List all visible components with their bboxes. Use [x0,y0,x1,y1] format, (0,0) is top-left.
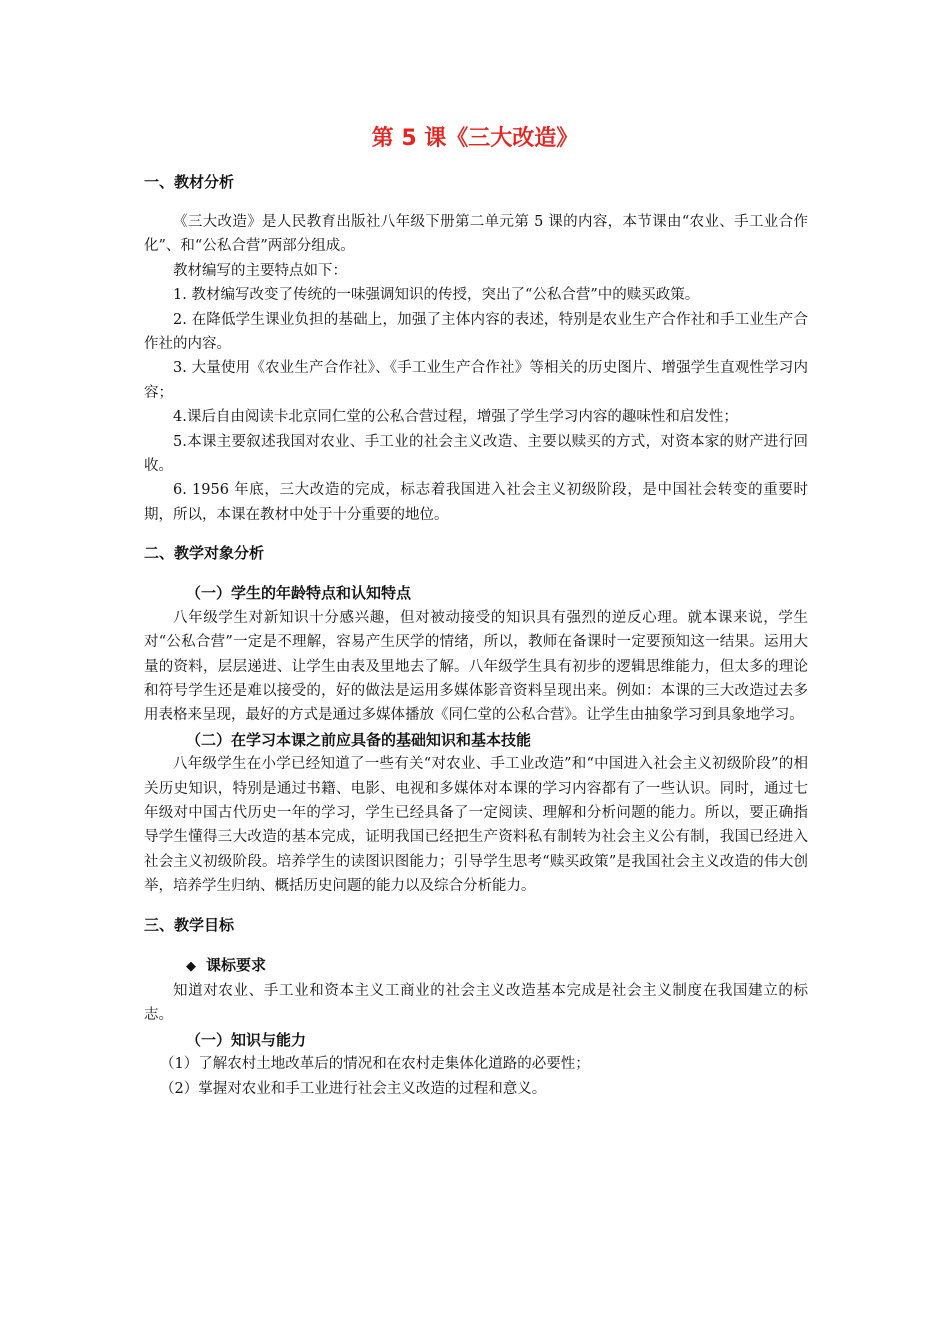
list-item: 3. 大量使用《农业生产合作社》、《手工业生产合作社》等相关的历史图片、增强学生直观性学习内容； [144,360,808,401]
paragraph: 八年级学生在小学已经知道了一些有关“对农业、手工业改造”和“中国进入社会主义初级阶段”的相关历史知识，特别是通过书籍、电影、电视和多媒体对本课的学习内容都有了一些认识。同时，通过七年级对中国古代历史一年的学习，学生已经具备了一定阅读、理解和分析问题的能力。所以，要正确指导学生懂得三大改造的基本完成，证明我国已经把生产资料私有制转为社会主义公有制，我国已经进入社会主义初级阶段。培养学生的读图识图能力；引导学生思考“赎买政策”是我国社会主义改造的伟大创举，培养学生归纳、概括历史问题的能力以及综合分析能力。 [144,756,808,895]
document-body [144,170,808,1101]
list-item: （2）掌握对农业和手工业进行社会主义改造的过程和意义。 [160,1080,547,1097]
bullet-label: 课标要求 [206,955,267,974]
paragraph: 八年级学生对新知识十分感兴趣，但对被动接受的知识具有强烈的逆反心理。就本课来说，学生对“公私合营”一定是不理解，容易产生厌学的情绪，所以，教师在备课时一定要预知这一结果。运用大量的资料，层层递进、让学生由表及里地去了解。八年级学生具有初步的逻辑思维能力，但太多的理论和符号学生还是难以接受的，好的做法是运用多媒体影音资料呈现出来。例如：本课的三大改造过去多用表格来呈现，最好的方式是通过多媒体播放《同仁堂的公私合营》。让学生由抽象学习到具象地学习。 [144,609,808,724]
subsection-heading: （一）学生的年龄特点和认知特点 [186,584,412,603]
document-title: 第 5 课《三大改造》 [371,126,579,151]
section-heading-3: 三、教学目标 [144,915,235,934]
paragraph: 《三大改造》是人民教育出版社八年级下册第二单元第 5 课的内容，本节课由“农业、手工业合作化”、和“公私合营”两部分组成。 [144,214,808,255]
subsection-heading: （二）在学习本课之前应具备的基础知识和基本技能 [186,730,532,749]
list-item: 1. 教材编写改变了传统的一味强调知识的传授，突出了“公私合营”中的赎买政策。 [173,287,700,304]
list-item: 4.课后自由阅读卡北京同仁堂的公私合营过程，增强了学生学习内容的趣味性和启发性； [173,409,738,426]
list-item: （1）了解农村土地改革后的情况和在农村走集体化道路的必要性； [160,1056,590,1073]
bullet-heading [144,953,808,979]
list-item: 6. 1956 年底，三大改造的完成，标志着我国进入社会主义初级阶段，是中国社会转变的重要时期，所以，本课在教材中处于十分重要的地位。 [144,482,808,523]
subsection-heading: （一）知识与能力 [186,1030,307,1049]
paragraph: 教材编写的主要特点如下： [173,262,347,279]
section-heading-2: 二、教学对象分析 [144,544,265,563]
section-heading-1: 一、教材分析 [144,173,235,191]
paragraph: 知道对农业、手工业和资本主义工商业的社会主义改造基本完成是社会主义制度在我国建立的标志。 [144,982,808,1024]
diamond-bullet-icon: ◆ [186,958,196,974]
list-item: 5.本课主要叙述我国对农业、手工业的社会主义改造、主要以赎买的方式，对资本家的财产进行回收。 [144,433,808,475]
list-item: 2. 在降低学生课业负担的基础上，加强了主体内容的表述，特别是农业生产合作社和手工业生产合作社的内容。 [144,311,808,353]
